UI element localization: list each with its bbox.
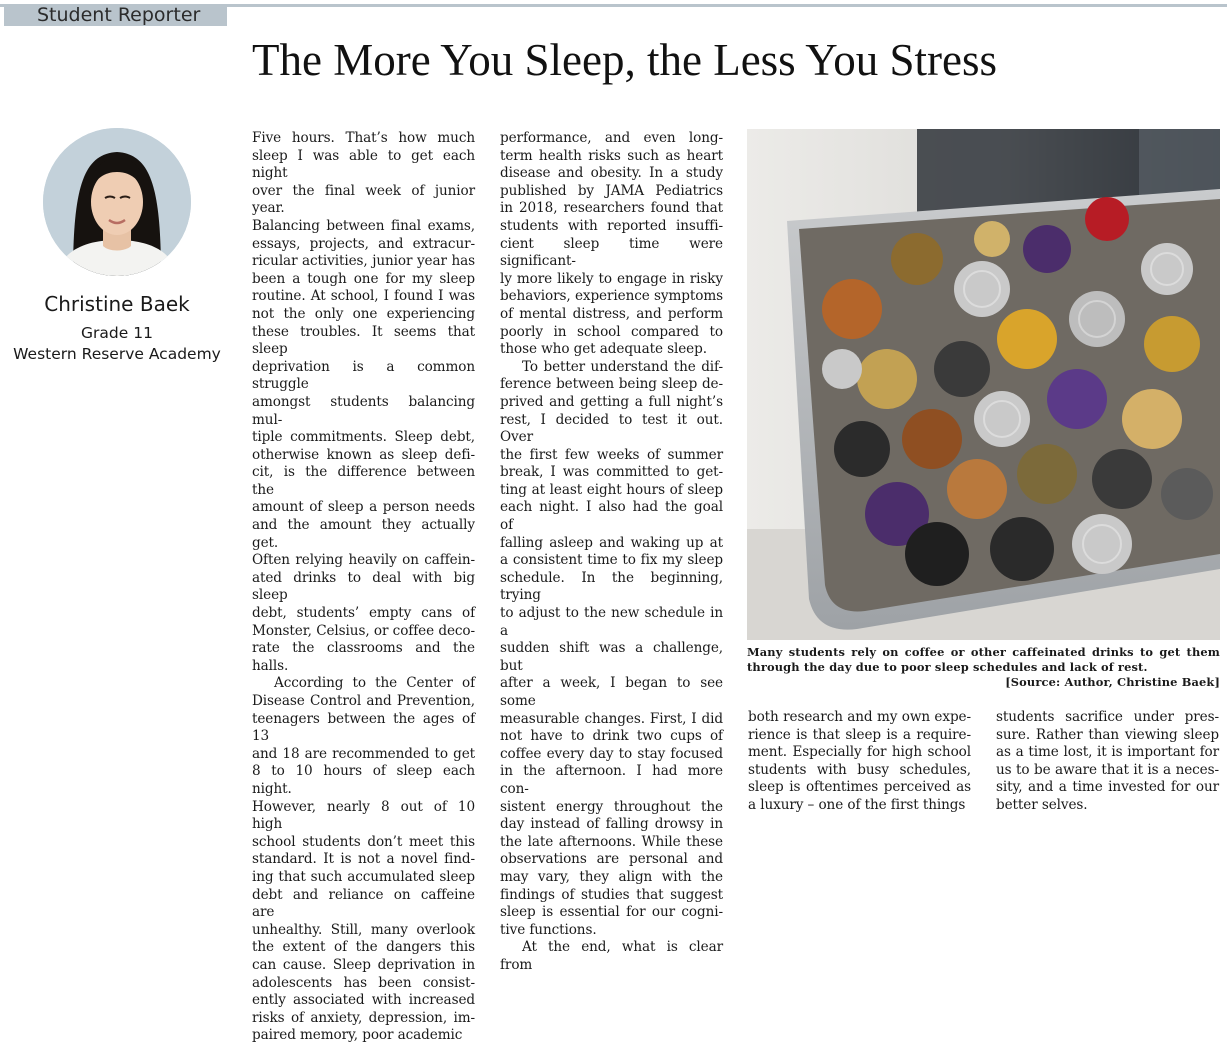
caption-text: Many students rely on coffee or other caffeinated drinks to get them through the day due to poor sleep schedules and lack of rest. [747,645,1220,674]
body-paragraph: According to the Center of Disease Control and Prevention, teenagers between the ages of 13 and 18 are recommended to get 8 to 10 hours of sleep each night. However, nearly 8 out of 10 high school students don’t meet this standard. It is not a novel find- ing that such accumulated sleep debt and reliance on caffeine are unhealthy. Still, many overlook the extent of the dangers this can cause. Sleep deprivation in adolescents has been consist- ently associated with increased risks of anxiety, depression, im- paired memory, poor academic [252,675,475,1044]
section-label: Student Reporter [4,4,227,26]
body-paragraph: students sacrifice under pres- sure. Rather than viewing sleep as a time lost, it is important for us to be aware that it is a neces- sity, and a time invested for our better selves. [996,709,1219,813]
body-paragraph: To better understand the dif- ference between being sleep de- prived and getting a full night’s rest, I decided to test it out. Over the first few weeks of summer break, I was committed to get- ting at least eight hours of sleep each night. I also had the goal of falling asleep and waking up at a consistent time to fix my sleep schedule. In the beginning, trying to adjust to the new schedule in a sudden shift was a challenge, but after a week, I began to see some measurable changes. First, I did not have to drink two cups of coffee every day to stay focused in the afternoon. I had more con- sistent energy throughout the day instead of falling drowsy in the late afternoons. While these observations are personal and may vary, they align with the findings of studies that suggest sleep is essential for our cogni- tive functions. [500,358,723,938]
article-headline: The More You Sleep, the Less You Stress [252,35,998,85]
article-column-3 [748,709,971,815]
body-paragraph: both research and my own expe- rience is that sleep is a require- ment. Especially for high school students with busy schedules, sleep is oftentimes perceived as a luxury – one of the first things [748,709,971,813]
author-avatar [43,128,191,276]
author-name: Christine Baek [44,292,190,316]
article-column-1 [252,130,475,1045]
author-portrait-icon [43,128,191,276]
article-photo [747,129,1220,640]
body-paragraph: Five hours. That’s how much sleep I was able to get each night over the final week of junior year. Balancing between final exams, essays, projects, and extracur- ricular activities, junior year has been a tough one for my sleep routine. At school, I found I was not the only one experiencing these troubles. It seems that sleep deprivation is a common struggle amongst students balancing mul- tiple commitments. Sleep debt, otherwise known as sleep defi- cit, is the difference between the amount of sleep a person needs and the amount they actually get. Often relying heavily on caffein- ated drinks to deal with big sleep debt, students’ empty cans of Monster, Celsius, or coffee deco- rate the classrooms and the halls. [252,130,475,674]
author-grade: Grade 11 [81,324,153,342]
coffee-capsules-photo-icon [747,129,1220,640]
body-paragraph: performance, and even long- term health risks such as heart disease and obesity. In a study published by JAMA Pediatrics in 2018, researchers found that students with reported insuffi- cient sleep time were significant- ly more likely to engage in risky behaviors, experience symptoms of mental distress, and perform poorly in school compared to those who get adequate sleep. [500,130,723,358]
article-column-2 [500,130,723,975]
caption-source: [Source: Author, Christine Baek] [1005,675,1220,689]
author-school: Western Reserve Academy [13,345,221,363]
body-paragraph: At the end, what is clear from [500,939,723,973]
article-column-4 [996,709,1219,815]
photo-caption [747,645,1220,690]
